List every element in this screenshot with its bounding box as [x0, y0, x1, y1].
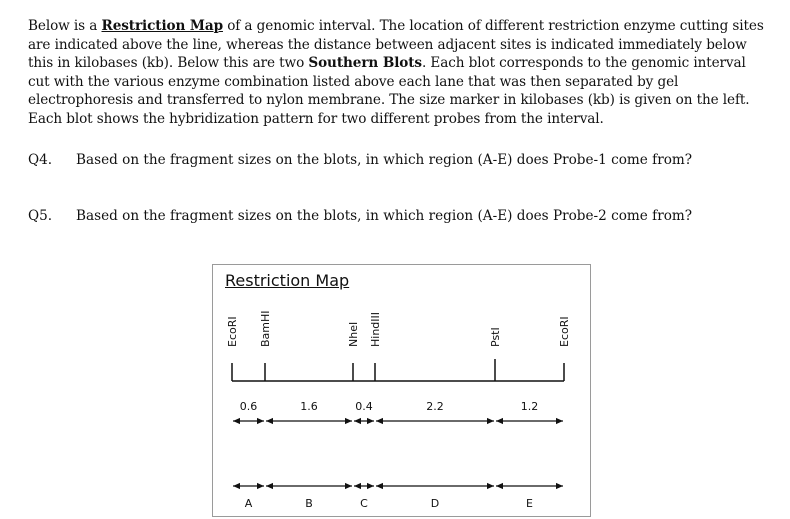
region-label-C: C — [360, 497, 368, 510]
enzyme-label-1: BamHI — [259, 310, 272, 347]
region-label-A: A — [244, 497, 253, 510]
distance-label-2: 0.4 — [355, 400, 373, 413]
distance-label-0: 0.6 — [239, 400, 258, 413]
distance-labels — [240, 400, 539, 413]
enzyme-label-4: PstI — [489, 327, 502, 347]
southern-blots-term: Southern Blots — [308, 55, 422, 72]
distance-label-4: 1.2 — [520, 400, 539, 413]
restriction-map-term: Restriction Map — [101, 18, 223, 34]
enzyme-label-3: HindIII — [369, 311, 382, 347]
question-q5-text: Based on the fragment sizes on the blots, in which region (A-E) does Probe-2 come from? — [76, 208, 693, 224]
question-q5 — [28, 207, 692, 225]
region-label-B: B — [305, 497, 313, 510]
region-labels — [245, 497, 533, 510]
enzyme-label-0: EcoRI — [226, 316, 239, 347]
restriction-map-title: Restriction Map — [225, 271, 350, 290]
region-label-D: D — [430, 497, 440, 510]
cut-site-ticks — [232, 359, 564, 381]
intro-text-1: Below is a — [28, 18, 102, 34]
intro-paragraph — [28, 17, 768, 129]
intro-text-2: of a genomic interval. The location of different restriction enzyme cutting sites are indicated above the line, whereas the distance between adjacent sites is indicated immediately below this in kilobases (kb). Below this are two — [28, 18, 764, 72]
restriction-map-diagram — [213, 265, 592, 518]
restriction-map-figure — [212, 264, 591, 517]
question-q5-number: Q5. — [28, 208, 53, 224]
distance-label-3: 2.2 — [426, 400, 444, 413]
question-q4 — [28, 151, 692, 169]
enzyme-labels — [226, 310, 571, 347]
question-q4-text: Based on the fragment sizes on the blots, in which region (A-E) does Probe-1 come from? — [76, 152, 693, 168]
enzyme-label-5: EcoRI — [558, 316, 571, 347]
region-label-E: E — [526, 497, 533, 510]
distance-label-1: 1.6 — [300, 400, 318, 413]
question-q4-number: Q4. — [28, 152, 53, 168]
intro-text-3: . Each blot corresponds to the genomic interval cut with the various enzyme combination listed above each lane that was then separated by gel electrophoresis and transferred to nylon membrane. The size marker in kilobases (kb) is given on the left. Each blot shows the hybridization pattern for two different probes from the interval. — [28, 55, 750, 127]
enzyme-label-2: NheI — [347, 321, 360, 347]
